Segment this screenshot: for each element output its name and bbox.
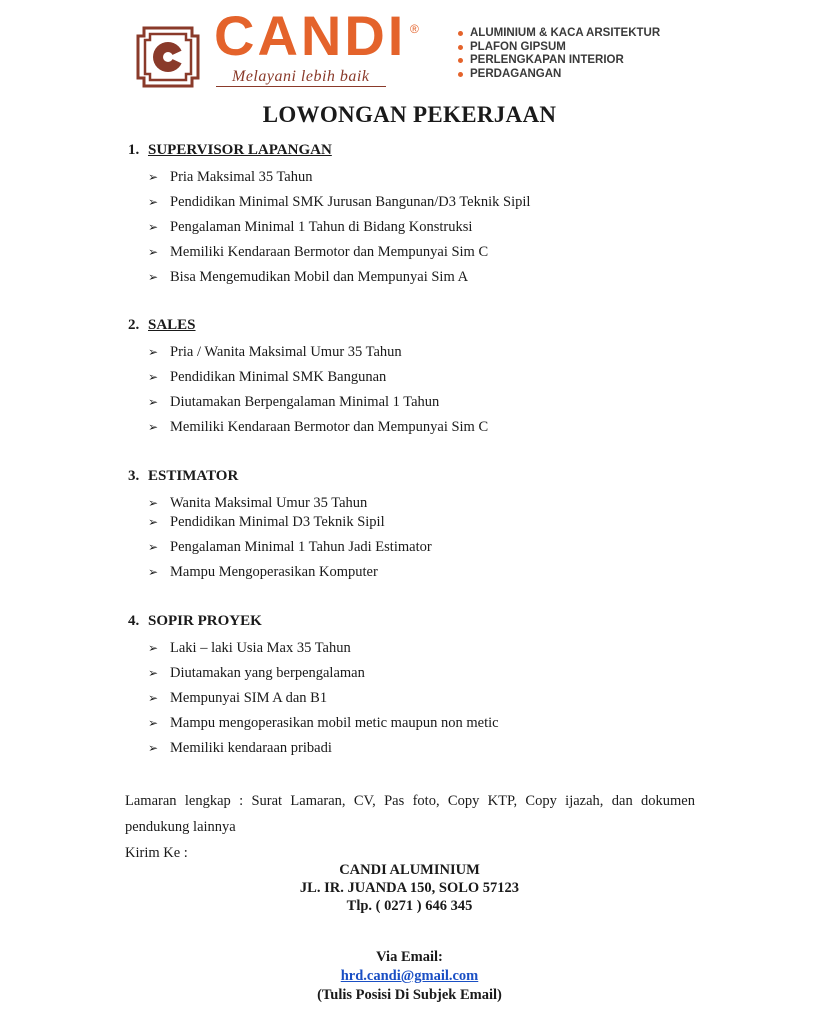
mailing-address	[0, 861, 819, 915]
arrowhead-bullet-icon: ➢	[148, 496, 159, 510]
arrowhead-bullet-icon: ➢	[148, 270, 159, 284]
registered-mark: ®	[410, 22, 419, 36]
list-item: ➢ Pria / Wanita Maksimal Umur 35 Tahun	[148, 344, 402, 360]
arrowhead-bullet-icon: ➢	[148, 540, 159, 554]
email-contact	[0, 948, 819, 1005]
position-heading-supervisor: 1. SUPERVISOR LAPANGAN	[128, 142, 332, 158]
list-item: ➢ Memiliki kendaraan pribadi	[148, 740, 332, 756]
bullet-dot-icon	[458, 58, 463, 63]
email-label: Via Email:	[376, 949, 443, 965]
email-subject-note: (Tulis Posisi Di Subjek Email)	[317, 987, 502, 1003]
list-item: ➢ Mempunyai SIM A dan B1	[148, 690, 328, 706]
list-item: ➢ Diutamakan Berpengalaman Minimal 1 Tahun	[148, 394, 440, 410]
business-line-item: PLAFON GIPSUM	[458, 41, 660, 55]
list-item: ➢ Pendidikan Minimal SMK Jurusan Bangunan/D3 Teknik Sipil	[148, 194, 531, 210]
requirements-list-estimator	[148, 493, 432, 587]
bullet-dot-icon	[458, 31, 463, 36]
company-header	[0, 0, 819, 100]
brand-tagline: Melayani lebih baik	[232, 68, 370, 85]
arrowhead-bullet-icon: ➢	[148, 666, 159, 680]
list-item: ➢ Bisa Mengemudikan Mobil dan Mempunyai Sim A	[148, 269, 469, 285]
arrowhead-bullet-icon: ➢	[148, 741, 159, 755]
arrowhead-bullet-icon: ➢	[148, 691, 159, 705]
arrowhead-bullet-icon: ➢	[148, 515, 159, 529]
business-line-item: PERDAGANGAN	[458, 68, 660, 82]
arrowhead-bullet-icon: ➢	[148, 195, 159, 209]
page-title: LOWONGAN PEKERJAAN	[262, 102, 557, 127]
business-lines	[458, 27, 660, 81]
list-item: ➢ Pendidikan Minimal D3 Teknik Sipil	[148, 514, 385, 530]
list-item: ➢ Pengalaman Minimal 1 Tahun Jadi Estimator	[148, 539, 432, 555]
list-item: ➢ Pengalaman Minimal 1 Tahun di Bidang Konstruksi	[148, 219, 473, 235]
email-link[interactable]: hrd.candi@gmail.com	[340, 968, 479, 984]
requirements-list-sales	[148, 342, 488, 442]
company-name: CANDI ALUMINIUM	[339, 862, 480, 878]
list-item: ➢ Pria Maksimal 35 Tahun	[148, 169, 313, 185]
arrowhead-bullet-icon: ➢	[148, 345, 159, 359]
bullet-dot-icon	[458, 72, 463, 77]
list-item: ➢ Mampu mengoperasikan mobil metic maupun non metic	[148, 715, 499, 731]
arrowhead-bullet-icon: ➢	[148, 395, 159, 409]
phone-number: Tlp. ( 0271 ) 646 345	[346, 898, 473, 914]
brand-name: CANDI	[214, 4, 407, 67]
position-heading-estimator: 3. ESTIMATOR	[128, 468, 239, 484]
requirements-list-supervisor	[148, 167, 530, 292]
list-item: ➢ Memiliki Kendaraan Bermotor dan Mempunyai Sim C	[148, 244, 489, 260]
arrowhead-bullet-icon: ➢	[148, 641, 159, 655]
position-heading-sopir-proyek: 4. SOPIR PROYEK	[128, 613, 262, 629]
list-item: ➢ Memiliki Kendaraan Bermotor dan Mempunyai Sim C	[148, 419, 489, 435]
business-line-item: ALUMINIUM & KACA ARSITEKTUR	[458, 27, 660, 41]
list-item: ➢ Pendidikan Minimal SMK Bangunan	[148, 369, 387, 385]
tagline-underline	[216, 86, 386, 87]
arrowhead-bullet-icon: ➢	[148, 220, 159, 234]
bullet-dot-icon	[458, 45, 463, 50]
arrowhead-bullet-icon: ➢	[148, 716, 159, 730]
application-instructions	[125, 788, 695, 866]
required-documents-text: Lamaran lengkap : Surat Lamaran, CV, Pas foto, Copy KTP, Copy ijazah, dan dokumen pendukung lainnya	[125, 793, 695, 835]
candi-temple-logo-icon	[130, 18, 206, 94]
list-item: ➢ Wanita Maksimal Umur 35 Tahun	[148, 495, 368, 511]
arrowhead-bullet-icon: ➢	[148, 420, 159, 434]
arrowhead-bullet-icon: ➢	[148, 565, 159, 579]
street-address: JL. IR. JUANDA 150, SOLO 57123	[299, 880, 520, 896]
position-heading-sales: 2. SALES	[128, 317, 196, 333]
requirements-list-sopir-proyek	[148, 638, 499, 763]
list-item: ➢ Mampu Mengoperasikan Komputer	[148, 564, 378, 580]
list-item: ➢ Laki – laki Usia Max 35 Tahun	[148, 640, 351, 656]
arrowhead-bullet-icon: ➢	[148, 245, 159, 259]
send-to-label: Kirim Ke :	[125, 845, 188, 861]
list-item: ➢ Diutamakan yang berpengalaman	[148, 665, 365, 681]
arrowhead-bullet-icon: ➢	[148, 370, 159, 384]
business-line-item: PERLENGKAPAN INTERIOR	[458, 54, 660, 68]
arrowhead-bullet-icon: ➢	[148, 170, 159, 184]
